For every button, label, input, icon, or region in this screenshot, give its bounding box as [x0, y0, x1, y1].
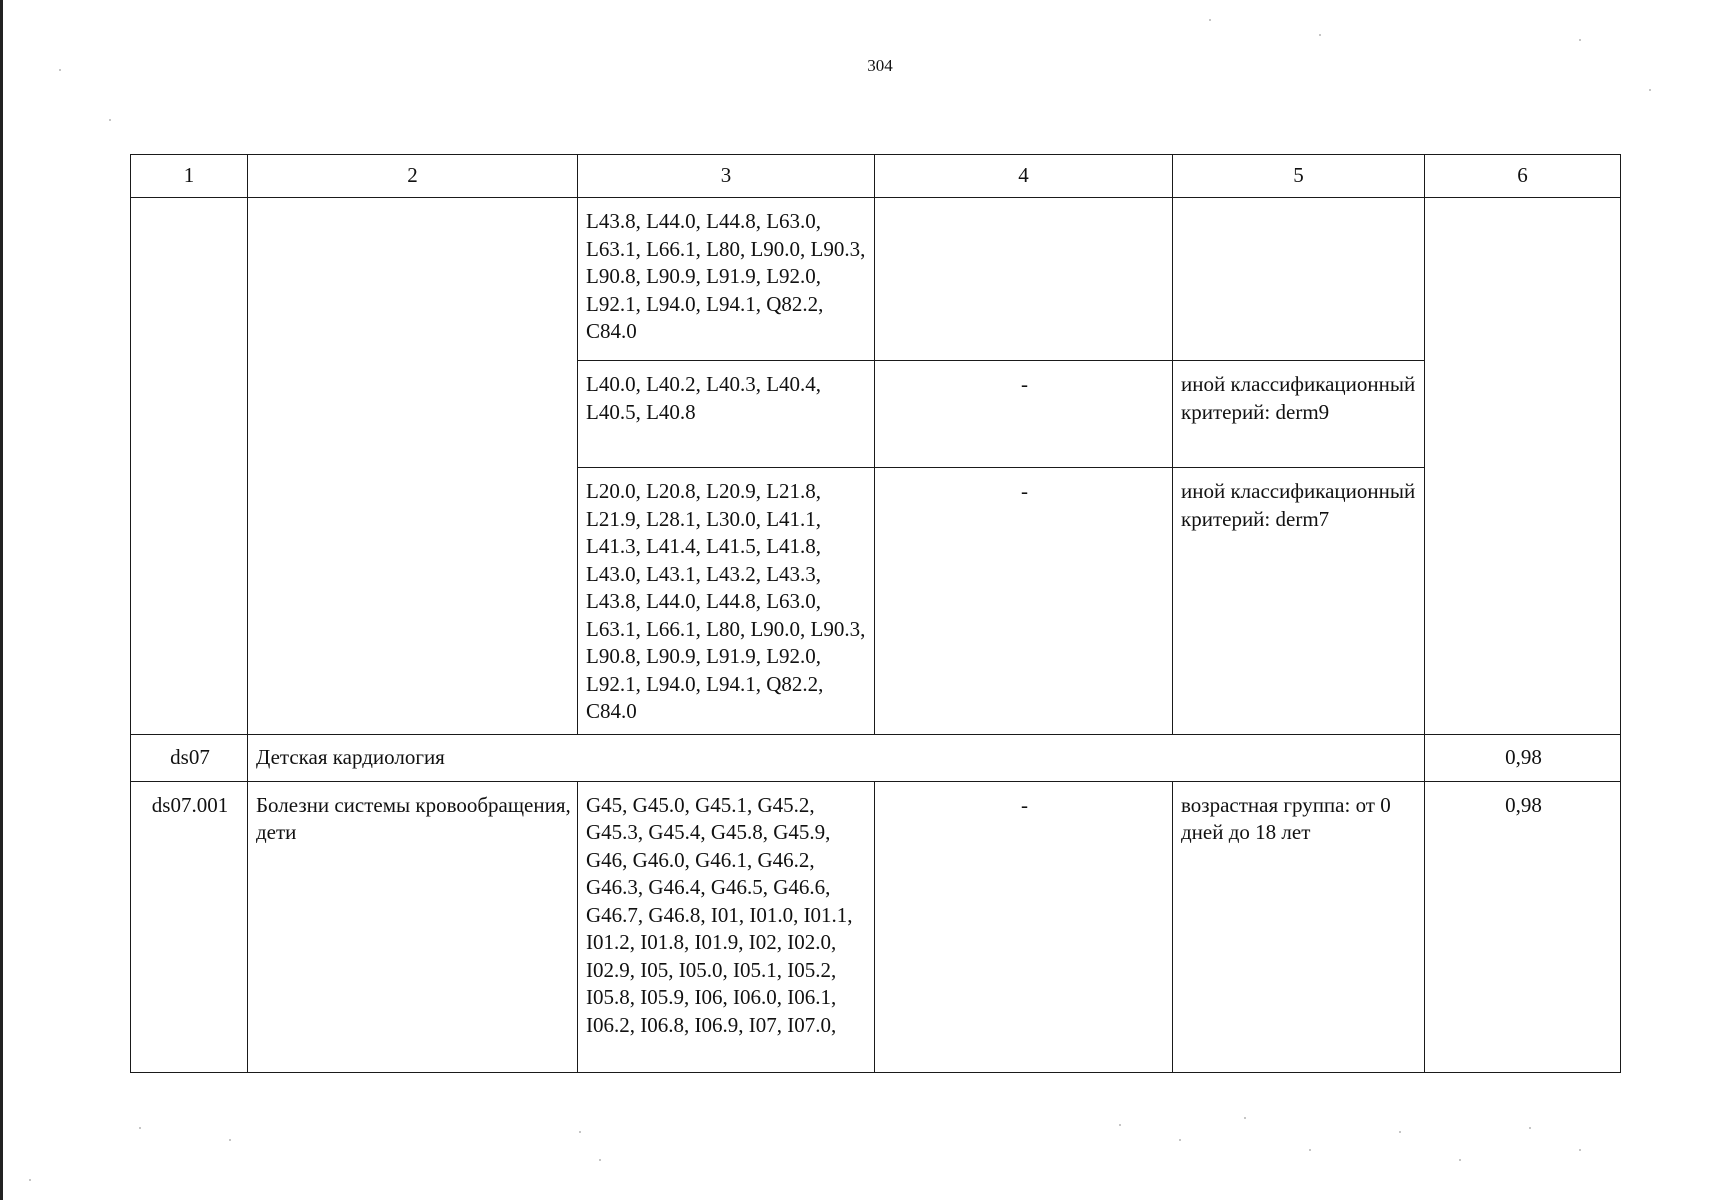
- diagnosis-codes-cell: L43.8, L44.0, L44.8, L63.0, L63.1, L66.1, L80, L90.0, L90.3, L90.8, L90.9, L91.9, L92.0, L92.1, L94.0, L94.1, Q82.2, C84.0: [578, 198, 875, 361]
- header-cell-6: 6: [1425, 155, 1621, 198]
- code-cell-empty: [131, 198, 248, 735]
- criterion-cell: возрастная группа: от 0 дней до 18 лет: [1173, 781, 1425, 1072]
- col4-cell: -: [875, 781, 1173, 1072]
- group-coefficient-cell: 0,98: [1425, 781, 1621, 1072]
- group-code-cell: ds07.001: [131, 781, 248, 1072]
- section-coefficient-cell: 0,98: [1425, 734, 1621, 781]
- diagnosis-codes-cell: G45, G45.0, G45.1, G45.2, G45.3, G45.4, G45.8, G45.9, G46, G46.0, G46.1, G46.2, G46.3, G46.4, G46.5, G46.6, G46.7, G46.8, I01, I01.0, I01.1, I01.2, I01.8, I01.9, I02, I02.0, I02.9, I05, I05.0, I05.1, I05.2, I05.8, I05.9, I06, I06.0, I06.1, I06.2, I06.8, I06.9, I07, I07.0,: [578, 781, 875, 1072]
- criterion-cell-empty: [1173, 198, 1425, 361]
- table-row: [131, 198, 1621, 361]
- name-cell-empty: [248, 198, 578, 735]
- diagnosis-codes-cell: L40.0, L40.2, L40.3, L40.4, L40.5, L40.8: [578, 361, 875, 468]
- table-row: [131, 781, 1621, 1072]
- header-cell-5: 5: [1173, 155, 1425, 198]
- header-cell-1: 1: [131, 155, 248, 198]
- page-edge-line: [0, 0, 3, 1200]
- section-code-cell: ds07: [131, 734, 248, 781]
- table-header-row: [131, 155, 1621, 198]
- header-cell-2: 2: [248, 155, 578, 198]
- tariff-table: [130, 154, 1621, 1073]
- coefficient-cell-empty: [1425, 198, 1621, 735]
- diagnosis-codes-cell: L20.0, L20.8, L20.9, L21.8, L21.9, L28.1, L30.0, L41.1, L41.3, L41.4, L41.5, L41.8, L43.0, L43.1, L43.2, L43.3, L43.8, L44.0, L44.8, L63.0, L63.1, L66.1, L80, L90.0, L90.3, L90.8, L90.9, L91.9, L92.0, L92.1, L94.0, L94.1, Q82.2, C84.0: [578, 468, 875, 735]
- col4-cell: -: [875, 361, 1173, 468]
- page-number: 304: [867, 56, 893, 75]
- header-cell-4: 4: [875, 155, 1173, 198]
- criterion-cell: иной классификационный критерий: derm7: [1173, 468, 1425, 735]
- col4-cell: -: [875, 468, 1173, 735]
- table-row-section: [131, 734, 1621, 781]
- section-name-cell: Детская кардиология: [248, 734, 1425, 781]
- col4-cell-empty: [875, 198, 1173, 361]
- criterion-cell: иной классификационный критерий: derm9: [1173, 361, 1425, 468]
- group-name-cell: Болезни системы кровообращения, дети: [248, 781, 578, 1072]
- header-cell-3: 3: [578, 155, 875, 198]
